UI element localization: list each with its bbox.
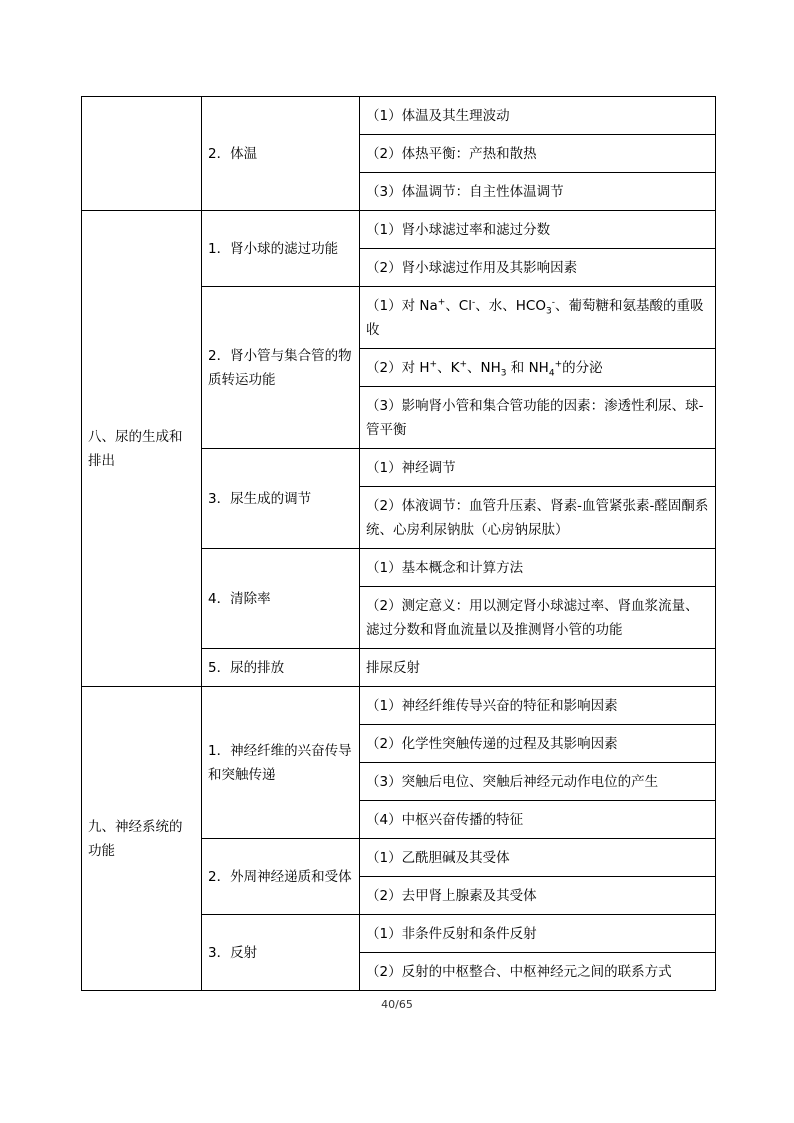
item-cell: （2）反射的中枢整合、中枢神经元之间的联系方式	[360, 953, 716, 991]
item-cell: （1）体温及其生理波动	[360, 97, 716, 135]
syllabus-table	[81, 96, 716, 991]
item-cell: （1）对 Na+、Cl-、水、$HCO_3^-$、葡萄糖和氨基酸的重吸收	[360, 287, 716, 349]
section-cell: 八、尿的生成和排出	[82, 211, 202, 687]
section-cell: 九、神经系统的功能	[82, 687, 202, 991]
item-cell: （1）神经纤维传导兴奋的特征和影响因素	[360, 687, 716, 725]
item-cell: （2）化学性突触传递的过程及其影响因素	[360, 725, 716, 763]
section-cell-empty	[82, 97, 202, 211]
item-cell: （2）体热平衡：产热和散热	[360, 135, 716, 173]
item-cell: （3）突触后电位、突触后神经元动作电位的产生	[360, 763, 716, 801]
subtopic-cell: 2．肾小管与集合管的物质转运功能	[202, 287, 360, 449]
page-number: 40/65	[381, 998, 413, 1011]
item-cell: （1）乙酰胆碱及其受体	[360, 839, 716, 877]
item-cell: 排尿反射	[360, 649, 716, 687]
item-cell: （3）影响肾小管和集合管功能的因素：渗透性利尿、球-管平衡	[360, 387, 716, 449]
item-cell: （1）非条件反射和条件反射	[360, 915, 716, 953]
subtopic-cell: 3．反射	[202, 915, 360, 991]
subtopic-cell: 5．尿的排放	[202, 649, 360, 687]
item-cell: （2）肾小球滤过作用及其影响因素	[360, 249, 716, 287]
subtopic-cell: 2．外周神经递质和受体	[202, 839, 360, 915]
item-cell: （4）中枢兴奋传播的特征	[360, 801, 716, 839]
subtopic-cell: 1．肾小球的滤过功能	[202, 211, 360, 287]
item-cell: （1）肾小球滤过率和滤过分数	[360, 211, 716, 249]
subtopic-cell: 1．神经纤维的兴奋传导和突触传递	[202, 687, 360, 839]
item-cell: （2）体液调节：血管升压素、肾素-血管紧张素-醛固酮系统、心房利尿钠肽（心房钠尿肽）	[360, 487, 716, 549]
item-cell: （3）体温调节：自主性体温调节	[360, 173, 716, 211]
subtopic-cell: 4．清除率	[202, 549, 360, 649]
item-cell: （1）神经调节	[360, 449, 716, 487]
subtopic-cell: 2．体温	[202, 97, 360, 211]
subtopic-cell: 3．尿生成的调节	[202, 449, 360, 549]
item-cell: （2）测定意义：用以测定肾小球滤过率、肾血浆流量、滤过分数和肾血流量以及推测肾小管的功能	[360, 587, 716, 649]
item-cell: （2）去甲肾上腺素及其受体	[360, 877, 716, 915]
item-cell: （1）基本概念和计算方法	[360, 549, 716, 587]
item-cell: （2）对 H+、K+、$NH_3$ 和 $NH_4^+$的分泌	[360, 349, 716, 387]
